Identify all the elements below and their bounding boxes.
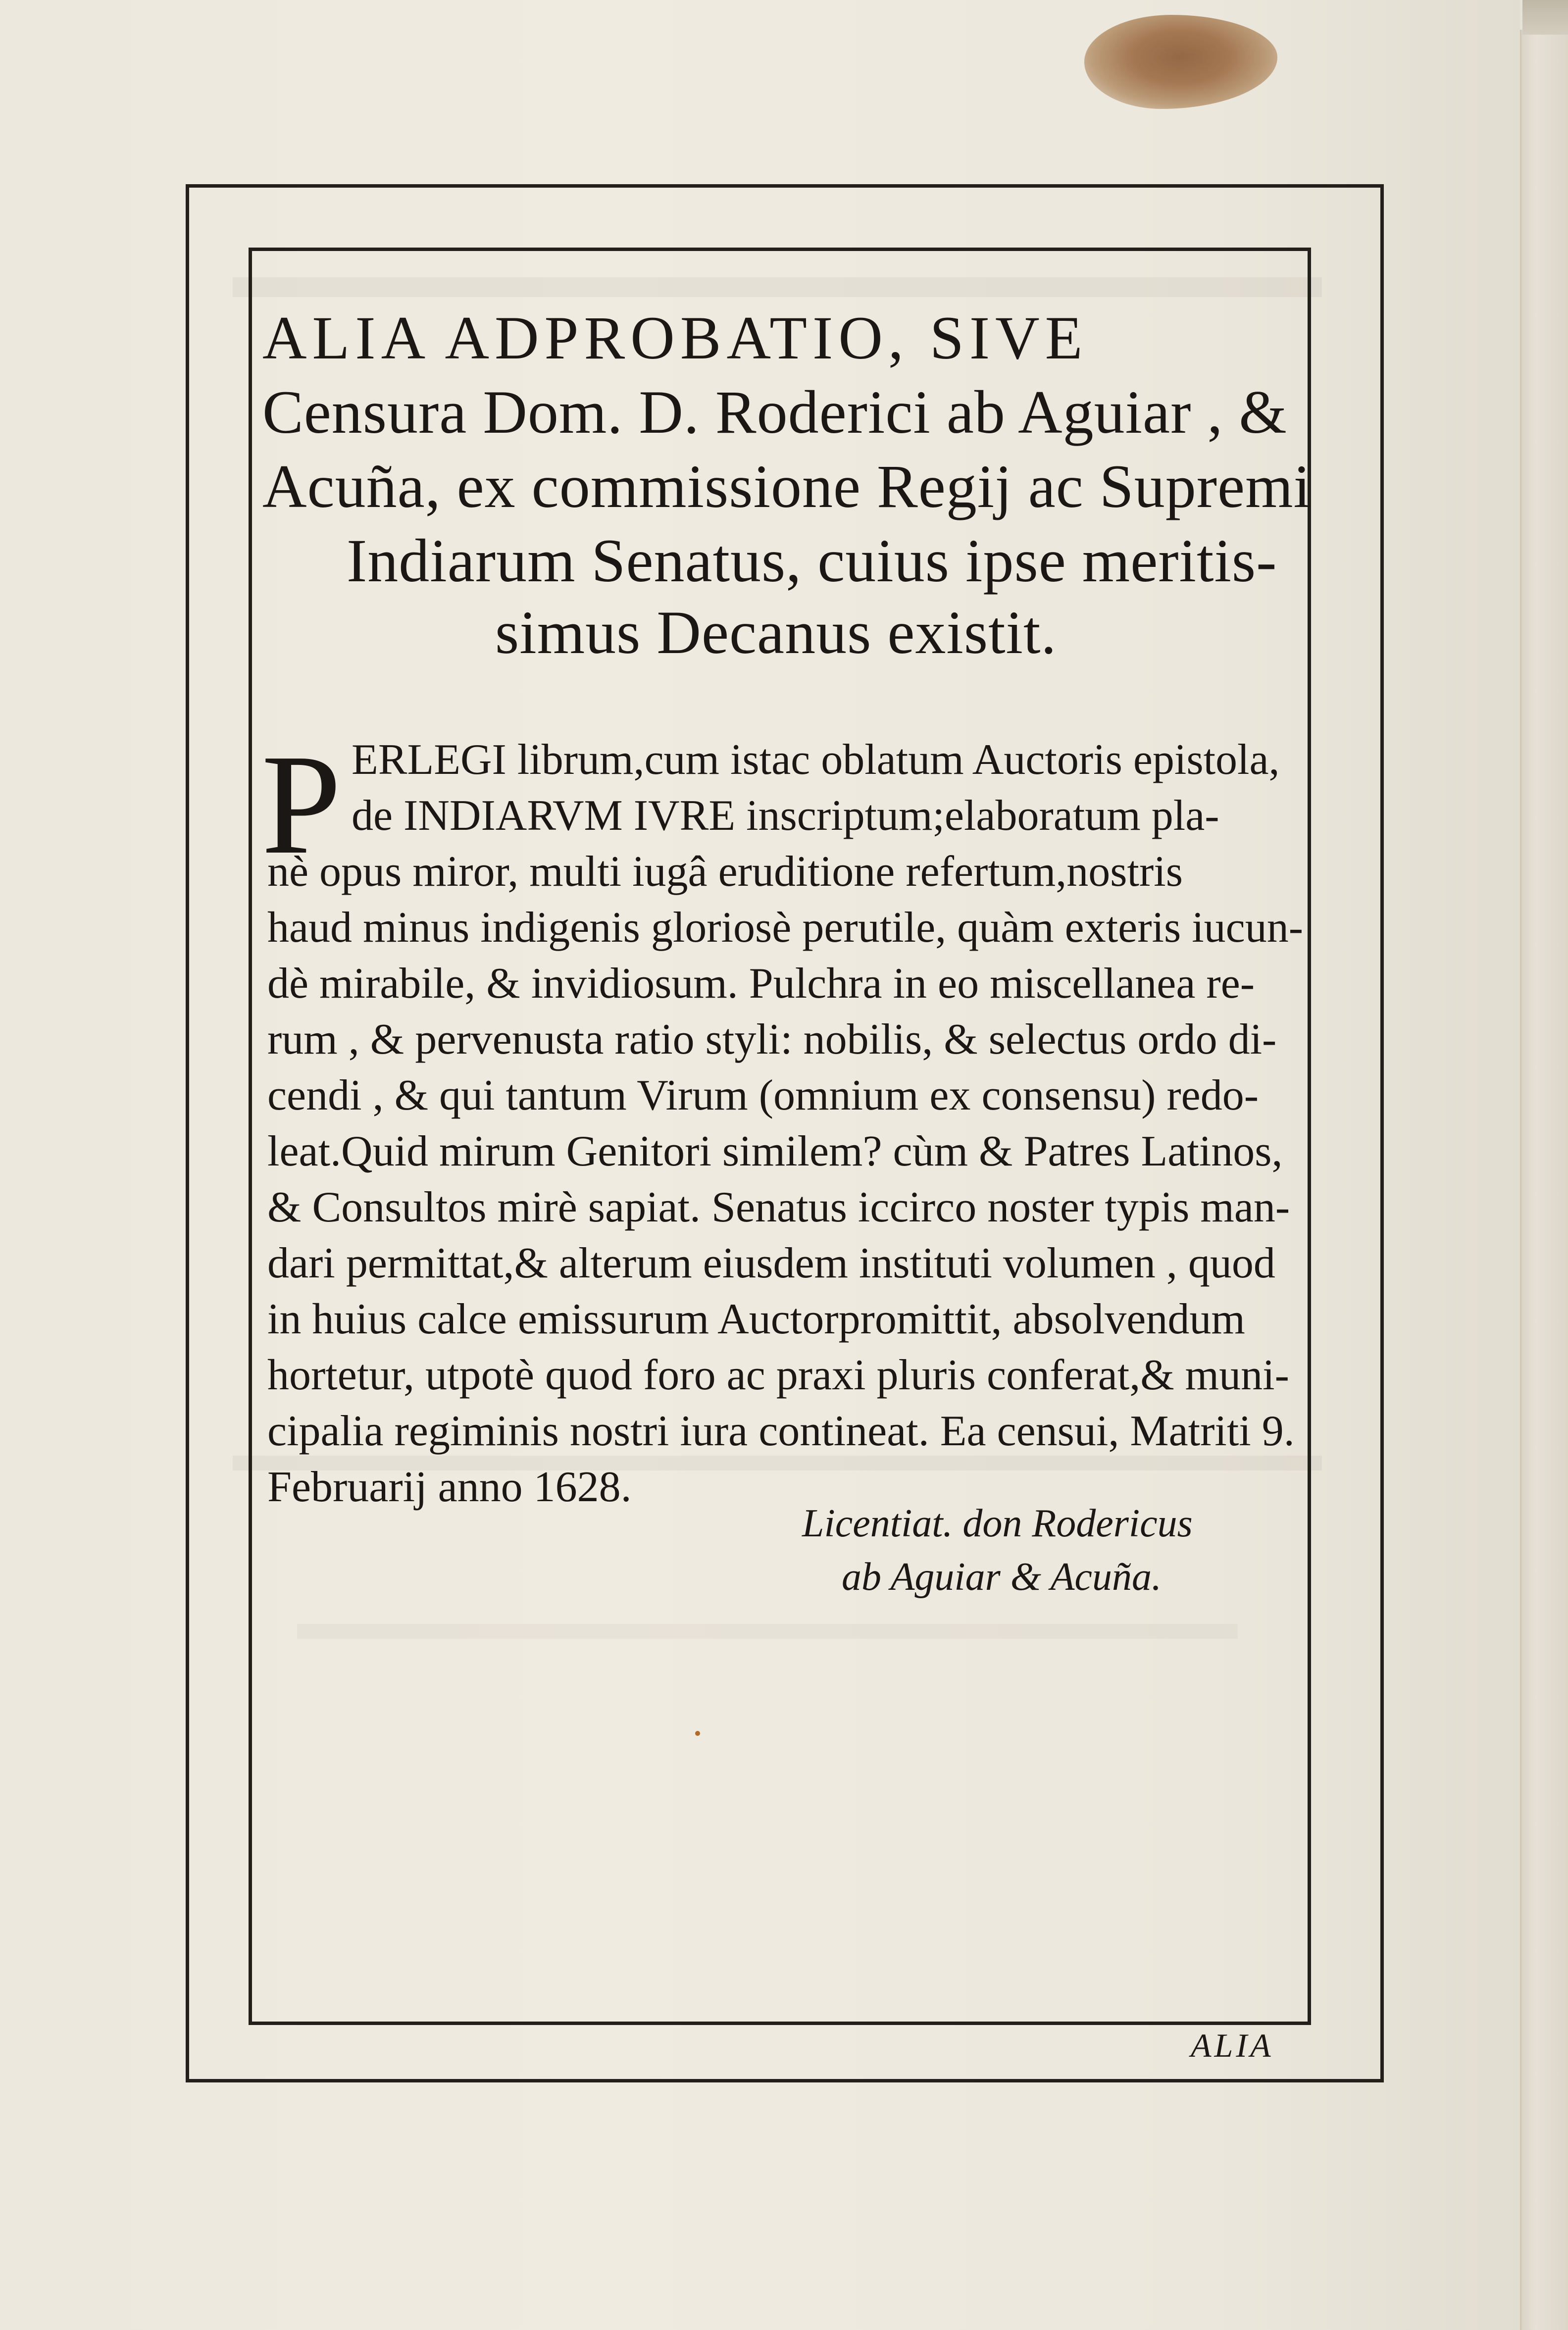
body-line-3: nè opus miror, multi iugâ eruditione refertum,nostris <box>267 848 1183 896</box>
body-line-10: dari permittat,& alterum eiusdem instituti volumen , quod <box>267 1239 1275 1287</box>
body-line-12: hortetur, utpotè quod foro ac praxi pluris conferat,& muni- <box>267 1351 1289 1399</box>
body-line-5: dè mirabile, & invidiosum. Pulchra in eo miscellanea re- <box>267 960 1255 1008</box>
body-line-13: cipalia regiminis nostri iura contineat. Ea censui, Matriti 9. <box>267 1407 1295 1455</box>
body-paragraph <box>267 732 1312 1515</box>
catchword: ALIA <box>1191 2026 1274 2064</box>
body-line-14: Februarij anno 1628. <box>267 1463 632 1511</box>
leaf-edge-shadow <box>1522 0 1568 35</box>
heading-line-2: Censura Dom. D. Roderici ab Aguiar , & <box>262 378 1287 446</box>
drop-cap: P <box>261 725 342 884</box>
heading-line-5: simus Decanus existit. <box>495 599 1057 666</box>
body-line-8: leat.Quid mirum Genitori similem? cùm & Patres Latinos, <box>267 1127 1283 1175</box>
body-line-2: de INDIARVM IVRE inscriptum;elaboratum pla- <box>352 792 1219 840</box>
body-line-9: & Consultos mirè sapiat. Senatus iccirco noster typis man- <box>267 1183 1290 1231</box>
heading-line-3: Acuña, ex commissione Regij ac Supremi <box>262 453 1311 520</box>
body-line-1: ERLEGI librum,cum istac oblatum Auctoris epistola, <box>352 736 1280 784</box>
next-leaf-edge <box>1520 30 1568 2330</box>
body-line-6: rum , & pervenusta ratio styli: nobilis, & selectus ordo di- <box>267 1015 1277 1064</box>
body-line-7: cendi , & qui tantum Virum (omnium ex consensu) redo- <box>267 1071 1259 1119</box>
heading-line-4: Indiarum Senatus, cuius ipse meritis- <box>347 527 1277 595</box>
heading-line-1: ALIA ADPROBATIO, SIVE <box>262 304 1088 372</box>
ink-speck <box>695 1731 700 1736</box>
body-line-11: in huius calce emissurum Auctorpromittit, absolvendum <box>267 1295 1245 1343</box>
signature-line-2: ab Aguiar & Acuña. <box>842 1555 1162 1599</box>
signature-line-1: Licentiat. don Rodericus <box>802 1502 1193 1545</box>
body-line-4: haud minus indigenis gloriosè perutile, quàm exteris iucun- <box>267 904 1304 952</box>
